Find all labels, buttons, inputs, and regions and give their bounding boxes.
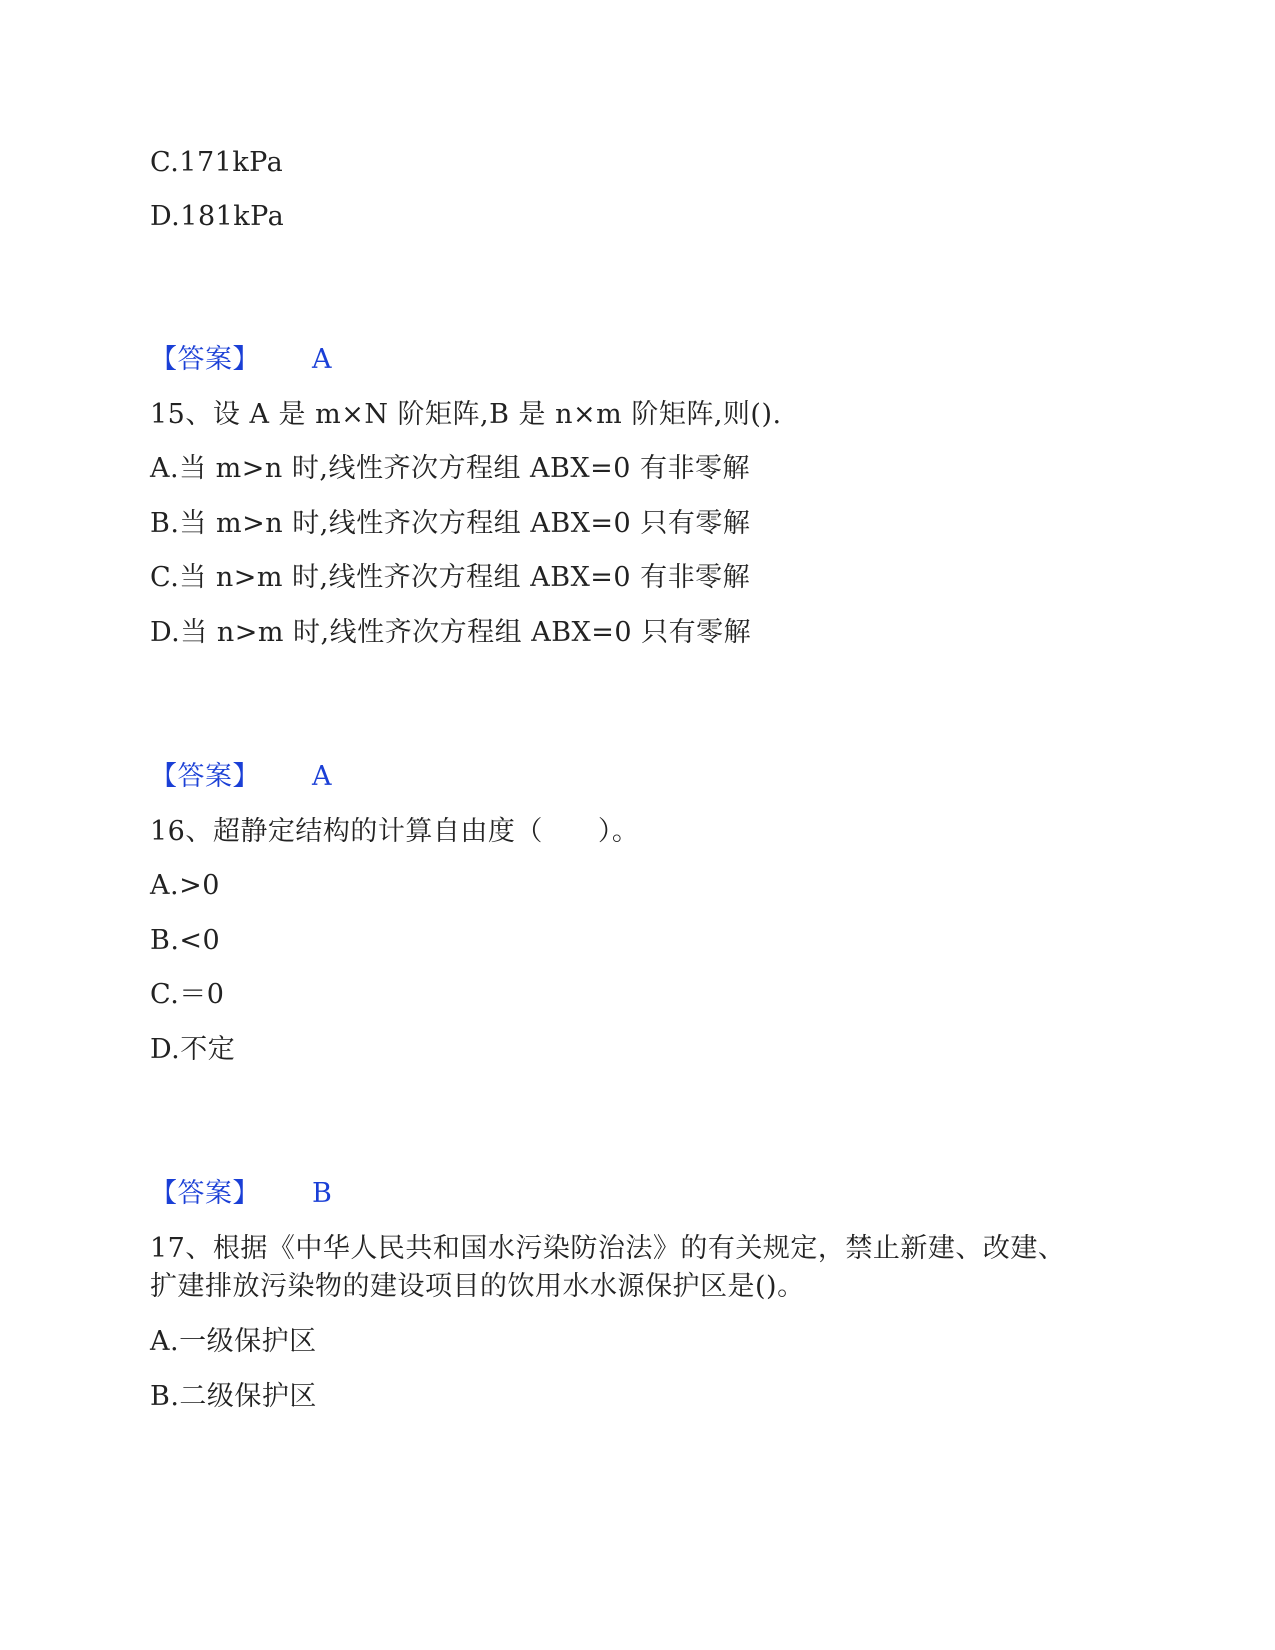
option-d: D.181kPa <box>150 201 285 232</box>
answer-label: 【答案】 <box>150 1178 260 1209</box>
answer-value: B <box>312 1178 333 1209</box>
q16-option-d: D.不定 <box>150 1034 236 1065</box>
q16-option-a: A.>0 <box>150 870 220 901</box>
q17-option-a: A.一级保护区 <box>150 1326 317 1357</box>
q15-option-c: C.当 n>m 时,线性齐次方程组 ABX=0 有非零解 <box>150 562 751 593</box>
q15-option-b: B.当 m>n 时,线性齐次方程组 ABX=0 只有零解 <box>150 508 751 539</box>
answer-value: A <box>312 761 332 792</box>
answer-label: 【答案】 <box>150 761 260 792</box>
q16-answer-line <box>150 1177 332 1211</box>
q15-option-a: A.当 m>n 时,线性齐次方程组 ABX=0 有非零解 <box>150 453 750 484</box>
answer-value: A <box>312 344 332 375</box>
question-15: 15、设 A 是 m×N 阶矩阵,B 是 n×m 阶矩阵,则(). <box>150 399 782 430</box>
q16-option-c: C.＝0 <box>150 979 225 1010</box>
question-16: 16、超静定结构的计算自由度（ ）。 <box>150 816 640 847</box>
q16-option-b: B.<0 <box>150 925 221 956</box>
q15-option-d: D.当 n>m 时,线性齐次方程组 ABX=0 只有零解 <box>150 617 752 648</box>
question-17-line-2: 扩建排放污染物的建设项目的饮用水水源保护区是()。 <box>150 1271 805 1302</box>
answer-line <box>150 343 332 377</box>
option-c: C.171kPa <box>150 147 284 178</box>
answer-label: 【答案】 <box>150 344 260 375</box>
q15-answer-line <box>150 760 332 794</box>
question-17-line-1: 17、根据《中华人民共和国水污染防治法》的有关规定，禁止新建、改建、 <box>150 1233 1066 1264</box>
q17-option-b: B.二级保护区 <box>150 1381 317 1412</box>
